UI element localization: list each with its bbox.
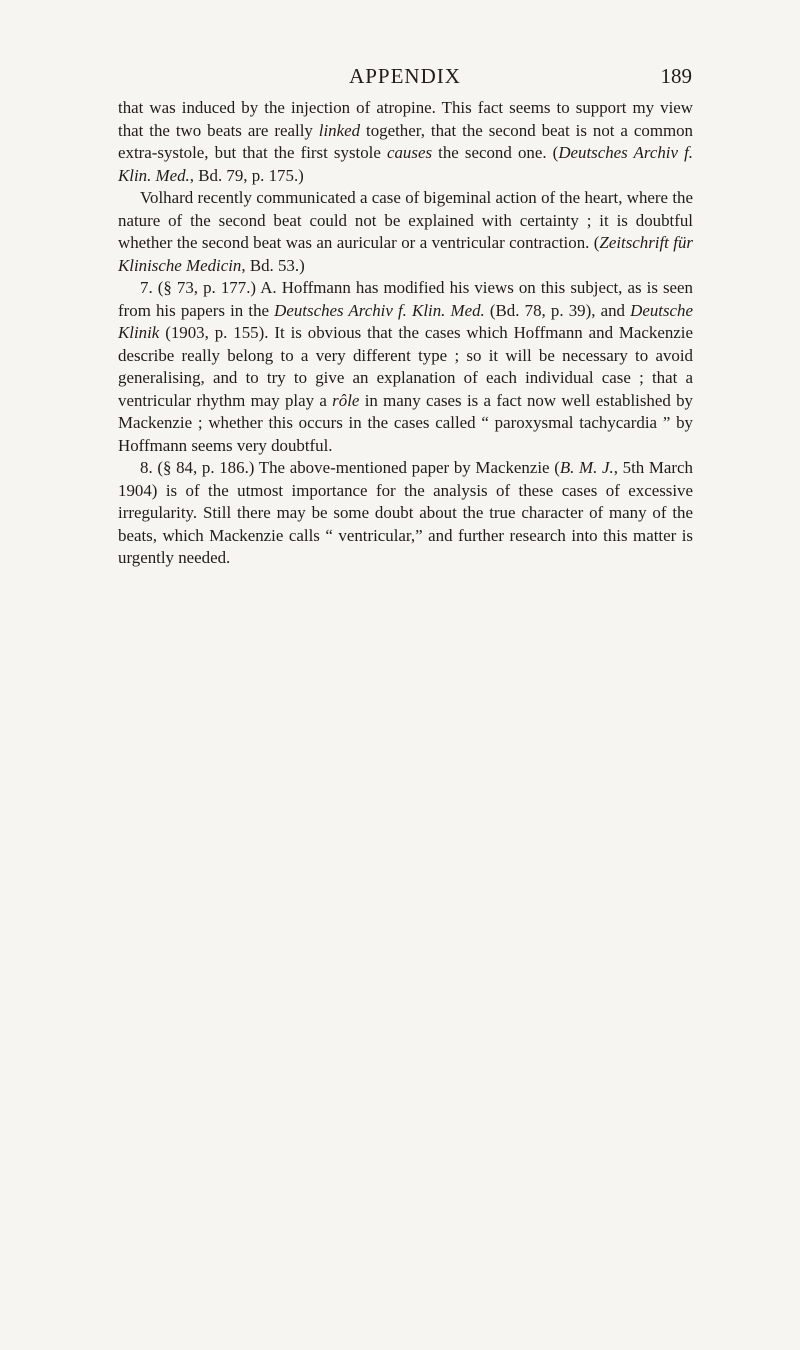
citation-title: B. M. J.: [559, 458, 614, 477]
citation-title: Zeitschrift für Klinische Medicin: [118, 233, 693, 275]
text-run: 8. (§ 84, p. 186.) The above-mentioned paper by Mackenzie (: [140, 458, 560, 477]
text-run: Volhard recently communicated a case of bigeminal action of the heart, where the nature of the second beat could not be explained with certainty ; it is doubtful whether the second beat was an auricular or a ventricular contraction. (: [118, 188, 693, 252]
italic-run: rôle: [332, 390, 360, 410]
text-run: the second one. (: [432, 143, 559, 162]
paragraph-3: [118, 277, 693, 457]
paragraph-2: [118, 187, 693, 277]
text-run: together, that the second beat is not a common extra-systole, but that the first systole: [118, 120, 693, 162]
text-run: , Bd. 79, p. 175.): [189, 165, 304, 185]
italic-run: linked: [318, 120, 361, 140]
page-header: [118, 62, 692, 92]
paragraph-1: [118, 97, 693, 187]
paragraph-4: [118, 457, 693, 570]
text-run: , 5th March 1904) is of the utmost importance for the analysis of these cases of excessive irregularity. Still there may be some doubt about the true character of many of the beats, which Mackenzie calls “ ventricular,” and further research into this matter is urgently needed.: [118, 458, 693, 567]
text-run: (1903, p. 155). It is obvious that the cases which Hoffmann and Mackenzie describe really belong to a very different type ; so it will be necessary to avoid generalising, and to try to give an explanation of each individual case ; that a ventricular rhythm may play a: [118, 323, 693, 410]
running-head: APPENDIX: [349, 64, 461, 88]
text-run: in many cases is a fact now well established by Mackenzie ; whether this occurs in the cases called “ paroxysmal tachycardia ” by Hoffmann seems very doubtful.: [118, 390, 693, 455]
text-run: , Bd. 53.): [241, 255, 305, 275]
citation-title: Deutsche Klinik: [118, 300, 694, 342]
italic-run: causes: [386, 143, 433, 162]
body-text: [118, 97, 693, 570]
text-run: 7. (§ 73, p. 177.) A. Hoffmann has modified his views on this subject, as is seen from his papers in the: [118, 278, 693, 320]
text-run: that was induced by the injection of atropine. This fact seems to support my view that the two beats are really: [118, 98, 693, 140]
text-run: (Bd. 78, p. 39), and: [484, 300, 631, 320]
citation-title: Deutsches Archiv f. Klin. Med.: [118, 143, 693, 185]
page-number: 189: [660, 64, 692, 88]
citation-title: Deutsches Archiv f. Klin. Med.: [274, 300, 485, 320]
